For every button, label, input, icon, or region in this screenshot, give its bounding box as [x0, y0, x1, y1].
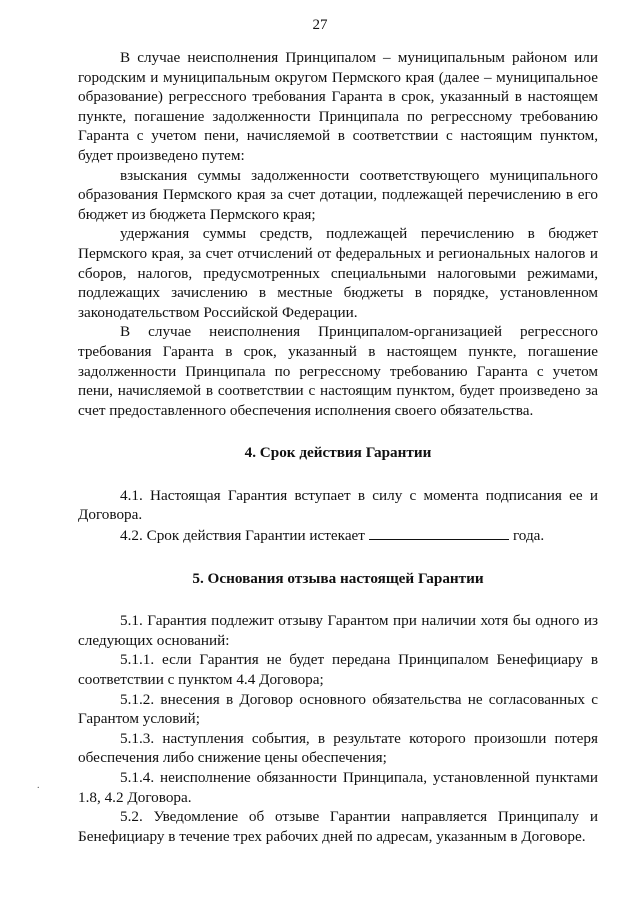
clause-5-1: 5.1. Гарантия подлежит отзыву Гарантом при наличии хотя бы одного из следующих оснований:	[78, 612, 598, 649]
clause-5-1-3: 5.1.3. наступления события, в результате которого произошли потеря обеспечения либо снижение цены обеспечения;	[78, 729, 598, 767]
clause-4-1: 4.1. Настоящая Гарантия вступает в силу с момента подписания ее и Договора.	[78, 486, 598, 524]
clause-5-2: 5.2. Уведомление об отзыве Гарантии направляется Принципалу и Бенефициару в течение трех рабочих дней по адресам, указанным в Договоре.	[78, 808, 598, 845]
clause-4-2	[78, 525, 598, 546]
section-term-body	[78, 486, 598, 546]
section-heading-term: 4. Срок действия Гарантии	[244, 444, 432, 462]
paragraph-withholding-taxes: удержания суммы средств, подлежащей перечислению в бюджет Пермского края, за счет отчислений от федеральных и региональных налогов и сборов, налогов, предусмотренных специальными налоговыми режимами, подлежащих зачислению в местные бюджеты в порядке, установленном законодательством Российской Федерации.	[78, 225, 598, 321]
paragraph-municipal-default: В случае неисполнения Принципалом – муниципальным районом или городским и муниципальным округом Пермского края (далее – муниципальное образование) регрессного требования Гаранта в срок, указанный в настоящем пункте, погашение задолженности Принципала по регрессному требованию Гаранта с учетом пени, начисляемой в соответствии с настоящим пунктом, будет произведено путем:	[78, 49, 598, 164]
page-number: 27	[312, 17, 328, 33]
clause-5-1-2: 5.1.2. внесения в Договор основного обязательства не согласованных с Гарантом условий;	[78, 690, 598, 728]
clause-5-1-4: 5.1.4. неисполнение обязанности Принципала, установленной пунктами 1.8, 4.2 Договора.	[78, 769, 598, 806]
clause-5-1-1: 5.1.1. если Гарантия не будет передана Принципалом Бенефициару в соответствии с пунктом 4.4 Договора;	[78, 651, 598, 689]
clause-4-2-suffix: года.	[512, 527, 545, 545]
section-revocation-body	[78, 611, 598, 846]
section-heading-revocation: 5. Основания отзыва настоящей Гарантии	[192, 569, 484, 587]
clause-4-2-text: 4.2. Срок действия Гарантии истекает	[120, 527, 365, 545]
expiry-date-blank	[369, 525, 509, 540]
paragraph-organization-default: В случае неисполнения Принципалом-организацией регрессного требования Гаранта в срок, указанный в настоящем пункте, погашение задолженности Принципала по регрессному требованию Гаранта с учетом пени, начисляемой в соответствии с настоящим пунктом, будет произведено за счет предоставленного обеспечения исполнения своего обязательства.	[78, 323, 598, 419]
paragraph-collection-subsidy: взыскания суммы задолженности соответствующего муниципального образования Пермского края за счет дотации, подлежащей перечислению в его бюджет из бюджета Пермского края;	[78, 166, 598, 223]
margin-mark: .	[37, 780, 40, 791]
document-body	[78, 48, 598, 846]
